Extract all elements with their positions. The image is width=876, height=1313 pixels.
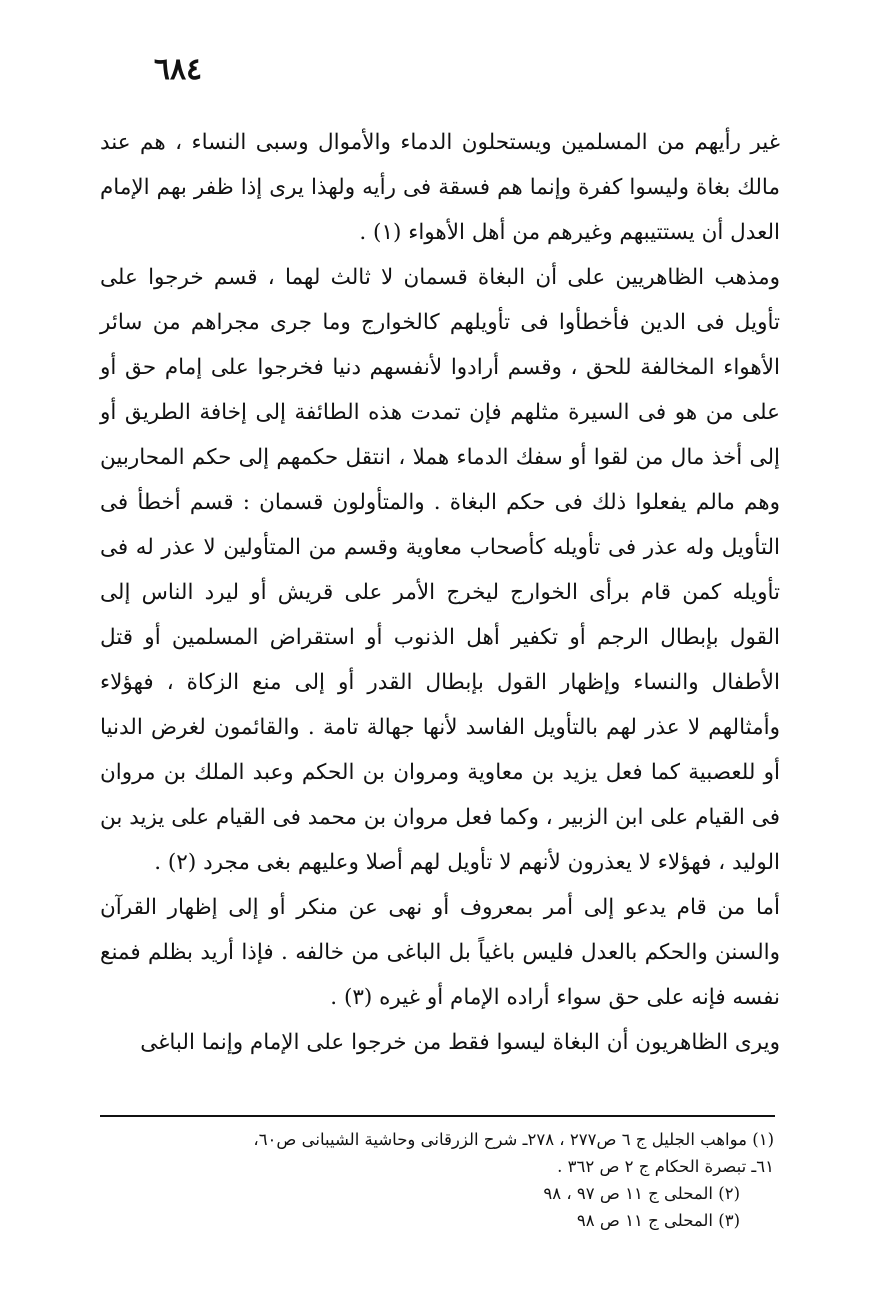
footnote-1-continuation: ٦١ـ تبصرة الحكام ج ٢ ص ٣٦٢ . bbox=[557, 1157, 774, 1176]
paragraph-1: غير رأيهم من المسلمين ويستحلون الدماء والأموال وسبى النساء ، هم عند مالك بغاة وليسوا كفرة وإنما هم فسقة فى رأيه ولهذا يرى إذا ظفر بهم الإمام العدل أن يستتيبهم وغيرهم من أهل الأهواء (١) . bbox=[100, 130, 780, 245]
footnote-3: (٣) المحلى ج ١١ ص ٩٨ bbox=[576, 1211, 740, 1230]
page-number: ٦٨٤ bbox=[153, 52, 203, 87]
footnote-1: (١) مواهب الجليل ج ٦ ص٢٧٧ ، ٢٧٨ـ شرح الزرقانى وحاشية الشيبانى ص٦٠، bbox=[253, 1130, 774, 1149]
paragraph-3: أما من قام يدعو إلى أمر بمعروف أو نهى عن منكر أو إلى إظهار القرآن والسنن والحكم بالعدل فليس باغياً بل الباغى من خالفه . فإذا أريد بظلم فمنع نفسه فإنه على حق سواء أراده الإمام أو غيره (٣) . bbox=[100, 895, 780, 1010]
footnotes bbox=[110, 1126, 774, 1234]
paragraph-4: ويرى الظاهريون أن البغاة ليسوا فقط من خرجوا على الإمام وإنما الباغى bbox=[140, 1030, 780, 1055]
paragraph-2: ومذهب الظاهريين على أن البغاة قسمان لا ثالث لهما ، قسم خرجوا على تأويل فى الدين فأخطأوا فى تأويلهم كالخوارج وما جرى مجراهم من سائر الأهواء المخالفة للحق ، وقسم أرادوا لأنفسهم دنيا فخرجوا على إمام حق أو على من هو فى السيرة مثلهم فإن تمدت هذه الطائفة إلى إخافة الطريق أو إلى أخذ مال من لقوا أو سفك الدماء هملا ، انتقل حكمهم إلى حكم المحاربين وهم مالم يفعلوا ذلك فى حكم البغاة . والمتأولون قسمان : قسم أخطأ فى التأويل وله عذر فى تأويله كأصحاب معاوية وقسم من المتأولين لا عذر له فى تأويله كمن قام برأى الخوارج ليخرج الأمر على قريش أو ليرد الناس إلى القول بإبطال الرجم أو تكفير أهل الذنوب أو استقراض المسلمين أو قتل الأطفال والنساء وإظهار القول بإبطال القدر أو إلى منع الزكاة ، فهؤلاء وأمثالهم لا عذر لهم بالتأويل الفاسد لأنها جهالة تامة . والقائمون لغرض الدنيا أو للعصبية كما فعل يزيد بن معاوية ومروان بن الحكم وعبد الملك بن مروان فى القيام على ابن الزبير ، وكما فعل مروان بن محمد فى القيام على يزيد بن الوليد ، فهؤلاء لا يعذرون لأنهم لا تأويل لهم أصلا وعليهم بغى مجرد (٢) . bbox=[100, 265, 780, 875]
footnote-2: (٢) المحلى ج ١١ ص ٩٧ ، ٩٨ bbox=[543, 1184, 740, 1203]
main-text bbox=[100, 120, 780, 1065]
footnote-divider bbox=[100, 1115, 775, 1117]
